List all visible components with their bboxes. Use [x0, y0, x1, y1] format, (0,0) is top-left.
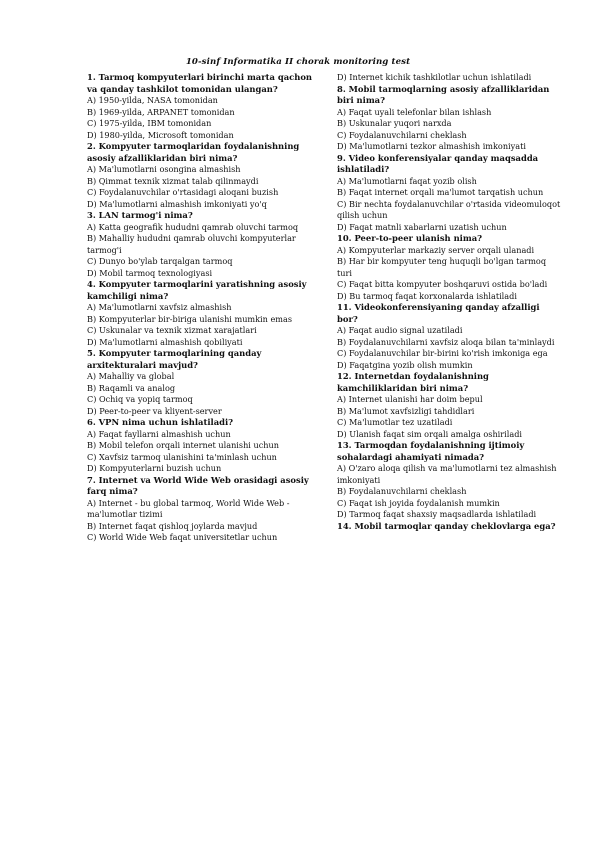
- question-text: 13. Tarmoqdan foydalanishning ijtimoiy sohalardagi ahamiyati nimada?: [337, 440, 525, 462]
- answer-option: B) Foydalanuvchilarni cheklash: [337, 486, 467, 496]
- answer-option: C) World Wide Web faqat universitetlar uchun: [87, 532, 278, 542]
- question-text: 10. Peer-to-peer ulanish nima?: [337, 233, 483, 243]
- answer-option: C) Dunyo bo'ylab tarqalgan tarmoq: [87, 256, 233, 266]
- answer-option: A) Internet ulanishi har doim bepul: [337, 394, 483, 404]
- answer-option: A) Faqat uyali telefonlar bilan ishlash: [337, 106, 492, 117]
- answer-option: A) 1950-yilda, NASA tomonidan: [87, 95, 218, 105]
- answer-option: C) Bir nechta foydalanuvchilar o'rtasida videomuloqot qilish uchun: [337, 198, 561, 220]
- answer-option: D) Ulanish faqat sim orqali amalga oshiriladi: [337, 428, 523, 439]
- question-text: 6. VPN nima uchun ishlatiladi?: [87, 417, 234, 427]
- answer-option: A) Ma'lumotlarni faqat yozib olish: [337, 175, 477, 186]
- answer-option: D) Faqatgina yozib olish mumkin: [337, 359, 473, 370]
- answer-option: D) Kompyuterlarni buzish uchun: [87, 463, 222, 473]
- answer-option: B) Internet faqat qishloq joylarda mavjud: [87, 520, 258, 531]
- answer-option: D) Faqat matnli xabarlarni uzatish uchun: [337, 221, 507, 232]
- right-column: [337, 72, 563, 532]
- answer-option: C) Foydalanuvchilar o'rtasidagi aloqani buzish: [87, 187, 279, 197]
- answer-option: C) Foydalanuvchilar bir-birini ko'rish imkoniga ega: [337, 348, 548, 358]
- question-text: 9. Video konferensiyalar qanday maqsadda ishlatiladi?: [337, 152, 539, 174]
- answer-option: B) Qimmat texnik xizmat talab qilinmaydi: [87, 175, 259, 186]
- question-text: 12. Internetdan foydalanishning kamchiliklaridan biri nima?: [337, 371, 489, 393]
- answer-option: C) Uskunalar va texnik xizmat xarajatlari: [87, 325, 257, 335]
- answer-option: A) Kompyuterlar markaziy server orqali ulanadi: [337, 244, 535, 255]
- question-text: 3. LAN tarmog'i nima?: [87, 210, 193, 220]
- answer-option: D) Internet kichik tashkilotlar uchun ishlatiladi: [337, 72, 532, 82]
- answer-option: A) Faqat audio signal uzatiladi: [337, 325, 463, 335]
- answer-option: A) Katta geografik hududni qamrab oluvchi tarmoq: [87, 221, 299, 232]
- question-text: 5. Kompyuter tarmoqlarining qanday arxitekturalari mavjud?: [87, 348, 262, 370]
- answer-option: B) Mahalliy hududni qamrab oluvchi kompyuterlar tarmog'i: [87, 233, 296, 255]
- answer-option: C) 1975-yilda, IBM tomonidan: [87, 118, 212, 128]
- answer-option: C) Foydalanuvchilarni cheklash: [337, 129, 467, 140]
- answer-option: C) Xavfsiz tarmoq ulanishini ta'minlash uchun: [87, 451, 277, 462]
- answer-option: A) Mahalliy va global: [87, 371, 175, 381]
- answer-option: D) Bu tarmoq faqat korxonalarda ishlatiladi: [337, 290, 517, 301]
- answer-option: C) Faqat bitta kompyuter boshqaruvi ostida bo'ladi: [337, 279, 548, 289]
- answer-option: B) Ma'lumot xavfsizligi tahdidlari: [337, 405, 475, 416]
- answer-option: C) Faqat ish joyida foydalanish mumkin: [337, 497, 500, 508]
- answer-option: D) Ma'lumotlarni tezkor almashish imkoniyati: [337, 141, 526, 151]
- answer-option: B) Foydalanuvchilarni xavfsiz aloqa bilan ta'minlaydi: [337, 336, 555, 347]
- answer-option: A) Ma'lumotlarni xavfsiz almashish: [87, 302, 232, 312]
- answer-option: C) Ochiq va yopiq tarmoq: [87, 394, 193, 404]
- question-text: 7. Internet va World Wide Web orasidagi asosiy farq nima?: [87, 474, 309, 496]
- answer-option: B) Uskunalar yuqori narxda: [337, 118, 452, 128]
- question-text: 8. Mobil tarmoqlarning asosiy afzalliklaridan biri nima?: [337, 83, 550, 105]
- answer-option: D) Ma'lumotlarni almashish imkoniyati yo'q: [87, 198, 267, 209]
- answer-option: B) Faqat internet orqali ma'lumot tarqatish uchun: [337, 187, 544, 197]
- question-text: 11. Videokonferensiyaning qanday afzalligi bor?: [337, 302, 540, 324]
- answer-option: B) Har bir kompyuter teng huquqli bo'lgan tarmoq turi: [337, 256, 547, 278]
- question-text: 1. Tarmoq kompyuterlari birinchi marta qachon va qanday tashkilot tomonidan ulangan?: [87, 72, 312, 94]
- answer-option: A) Ma'lumotlarni osongina almashish: [87, 164, 241, 174]
- answer-option: B) 1969-yilda, ARPANET tomonidan: [87, 106, 235, 117]
- answer-option: A) O'zaro aloqa qilish va ma'lumotlarni tez almashish imkoniyati: [337, 463, 557, 485]
- answer-option: D) Peer-to-peer va kliyent-server: [87, 405, 222, 416]
- answer-option: D) Ma'lumotlarni almashish qobiliyati: [87, 336, 243, 347]
- answer-option: B) Mobil telefon orqali internet ulanishi uchun: [87, 440, 279, 450]
- question-text: 2. Kompyuter tarmoqlaridan foydalanishning asosiy afzalliklaridan biri nima?: [87, 141, 300, 163]
- left-column: [87, 72, 313, 544]
- answer-option: A) Internet - bu global tarmoq, World Wide Web - ma'lumotlar tizimi: [87, 497, 290, 519]
- answer-option: B) Kompyuterlar bir-biriga ulanishi mumkin emas: [87, 313, 292, 324]
- answer-option: D) 1980-yilda, Microsoft tomonidan: [87, 129, 234, 140]
- answer-option: C) Ma'lumotlar tez uzatiladi: [337, 417, 453, 427]
- question-text: 14. Mobil tarmoqlar qanday cheklovlarga ega?: [337, 520, 556, 531]
- answer-option: D) Tarmoq faqat shaxsiy maqsadlarda ishlatiladi: [337, 509, 537, 519]
- answer-option: A) Faqat fayllarni almashish uchun: [87, 428, 231, 439]
- question-text: 4. Kompyuter tarmoqlarini yaratishning asosiy kamchiligi nima?: [87, 279, 307, 301]
- answer-option: D) Mobil tarmoq texnologiyasi: [87, 267, 213, 278]
- answer-option: B) Raqamli va analog: [87, 382, 176, 393]
- document-title: 10-sinf Informatika II chorak monitoring test: [185, 57, 411, 67]
